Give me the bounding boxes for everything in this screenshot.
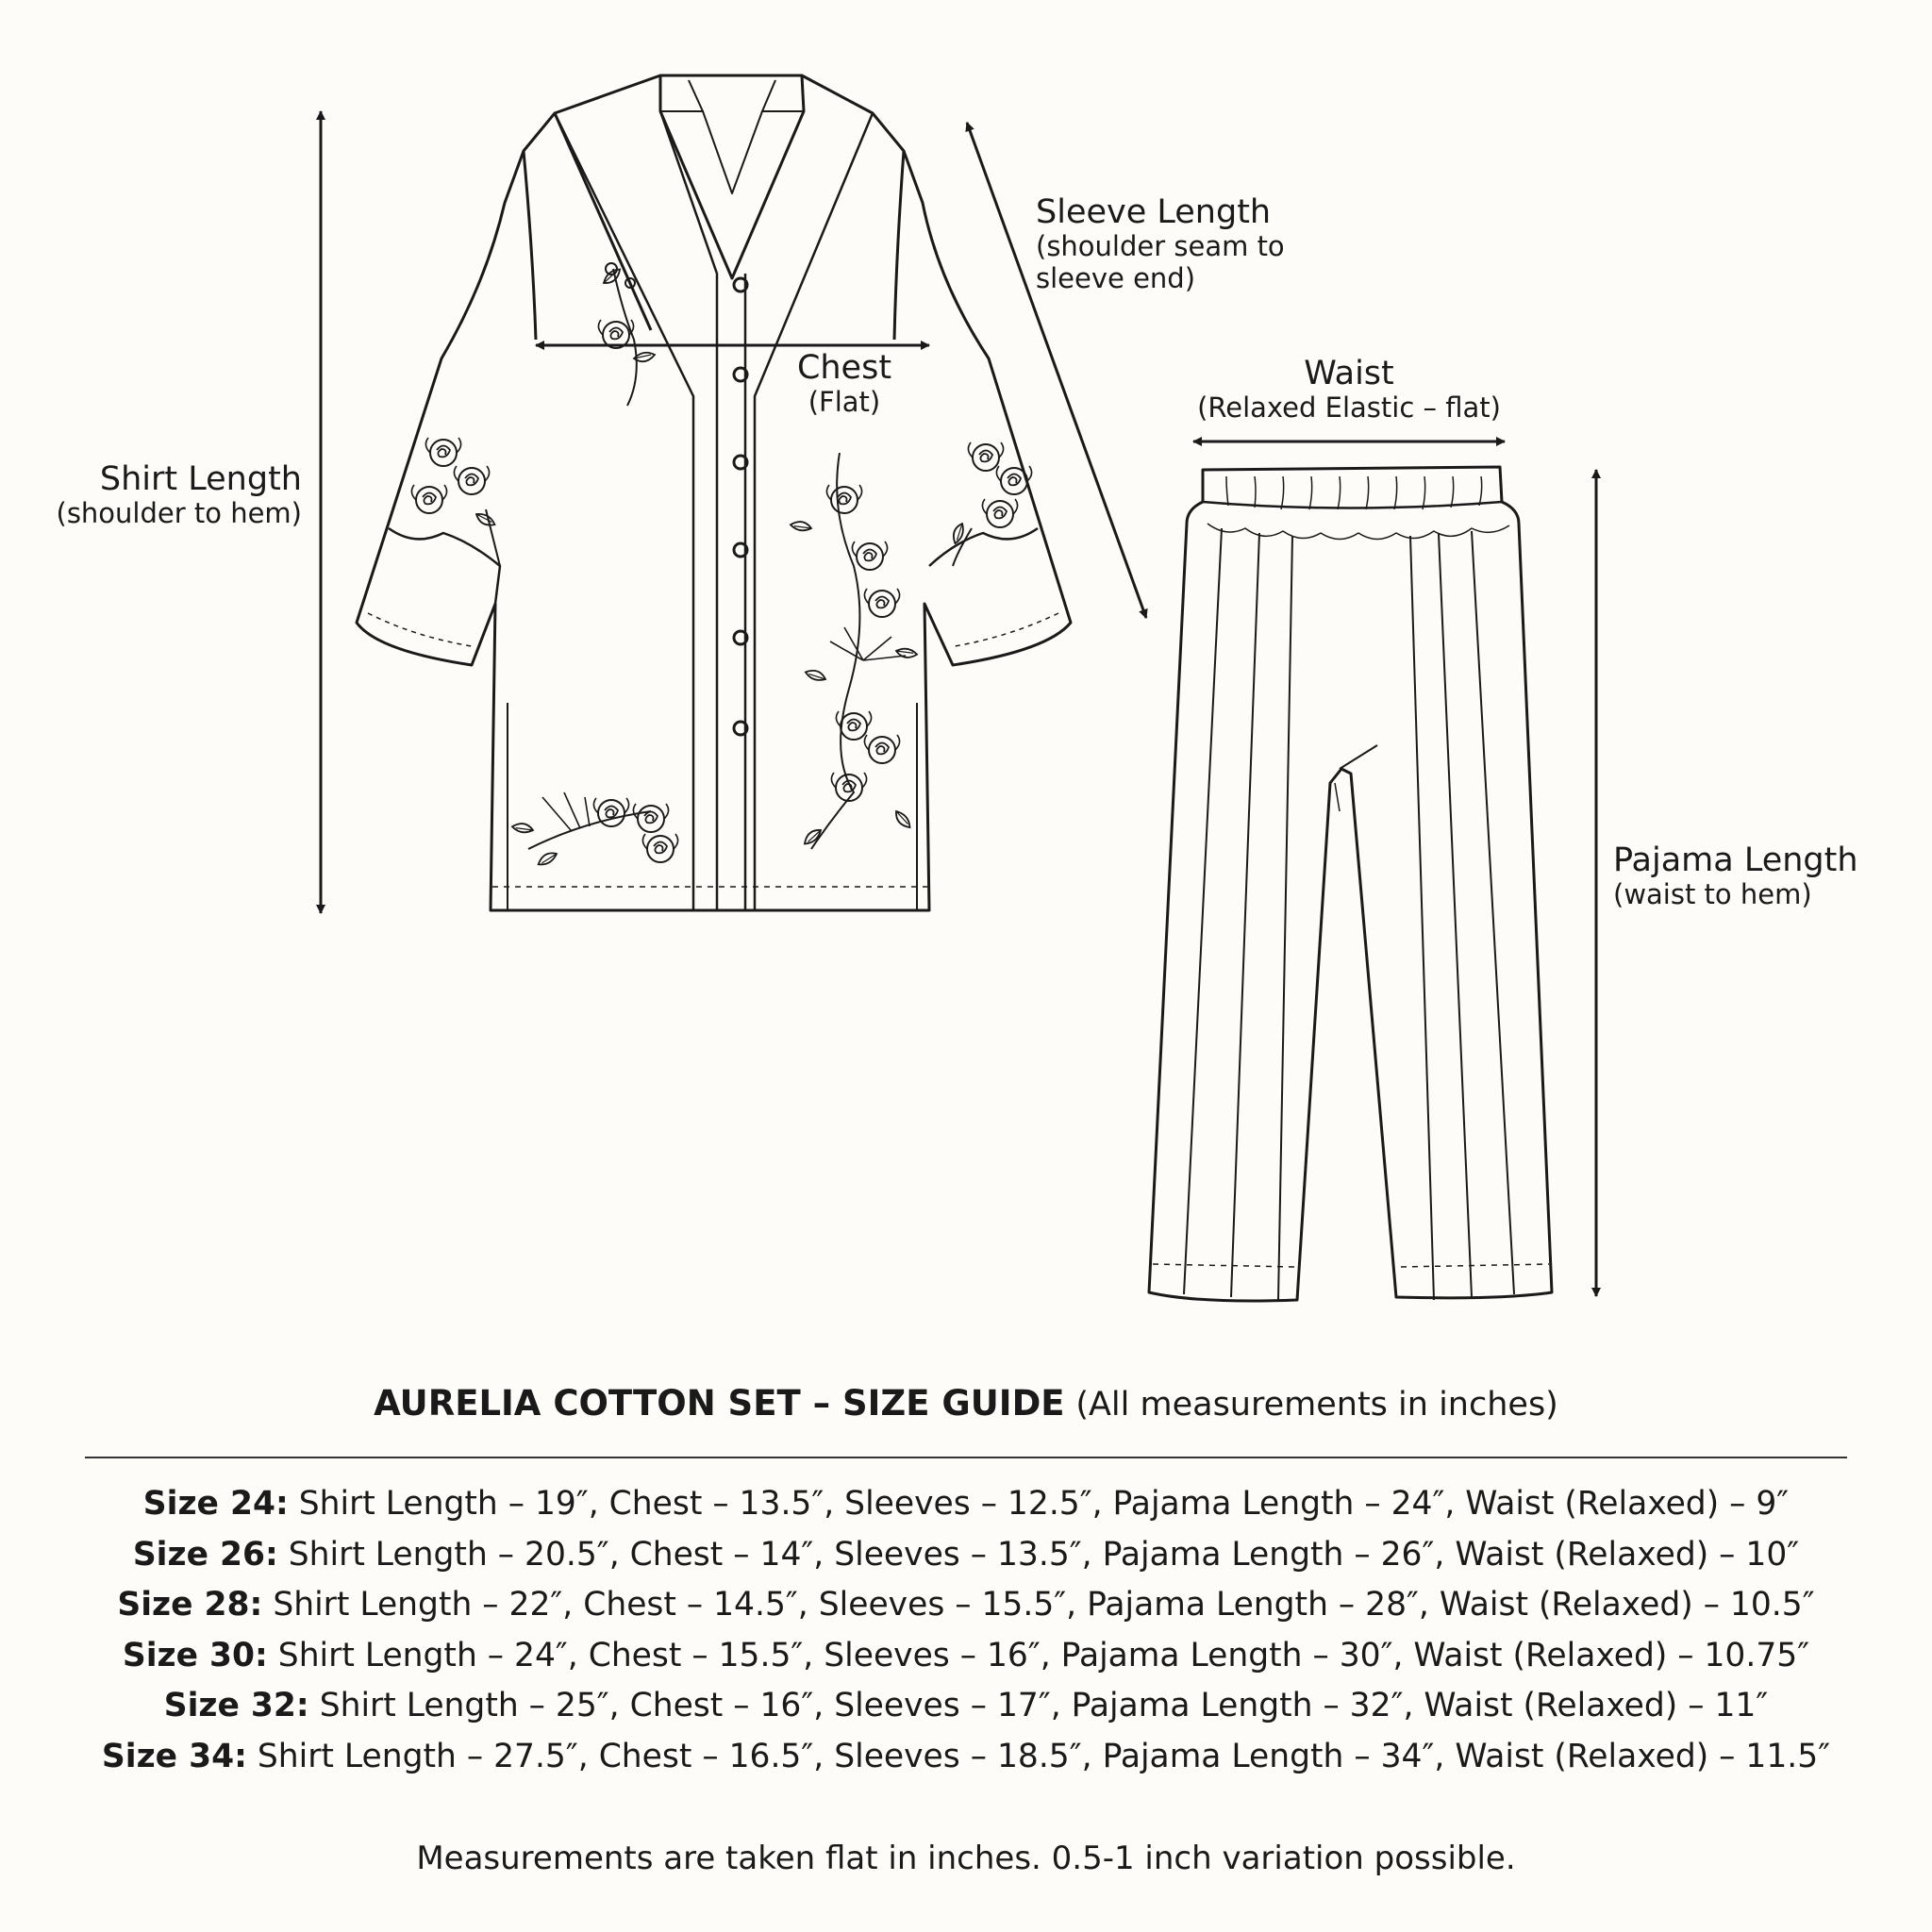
size-label: Size 30: — [122, 1636, 268, 1674]
size-row — [0, 1580, 1932, 1631]
size-list — [0, 1479, 1932, 1782]
size-label: Size 28: — [117, 1586, 263, 1624]
size-details: Shirt Length – 27.5″, Chest – 16.5″, Sleeves – 18.5″, Pajama Length – 34″, Waist (Relaxed) – 11.5″ — [257, 1737, 1831, 1775]
size-row — [0, 1681, 1932, 1732]
pajama-length-label — [1613, 841, 1906, 911]
size-details: Shirt Length – 20.5″, Chest – 14″, Sleeves – 13.5″, Pajama Length – 26″, Waist (Relaxed) – 10″ — [288, 1535, 1800, 1574]
size-label: Size 26: — [132, 1535, 278, 1574]
size-row — [0, 1530, 1932, 1581]
pajama-length-note: (waist to hem) — [1613, 878, 1812, 911]
shirt-length-note: (shoulder to hem) — [56, 497, 302, 530]
sleeve-length-title: Sleeve Length — [1036, 193, 1272, 231]
size-guide-unit-note: (All measurements in inches) — [1075, 1386, 1558, 1424]
size-label: Size 32: — [163, 1687, 309, 1724]
size-label: Size 24: — [142, 1485, 289, 1523]
sleeve-length-label — [1036, 193, 1347, 294]
waist-title: Waist — [1304, 355, 1394, 392]
chest-title: Chest — [796, 349, 892, 387]
size-details: Shirt Length – 19″, Chest – 13.5″, Sleeves – 12.5″, Pajama Length – 24″, Waist (Relaxed) – 9″ — [298, 1485, 1790, 1523]
chest-note: (Flat) — [808, 386, 881, 419]
size-details: Shirt Length – 24″, Chest – 15.5″, Sleeves – 16″, Pajama Length – 30″, Waist (Relaxed) – 10.75″ — [277, 1636, 1810, 1674]
waist-label — [1151, 355, 1547, 425]
sleeve-length-note-2: sleeve end) — [1036, 261, 1196, 294]
shirt-length-label — [0, 460, 302, 530]
size-label: Size 34: — [101, 1737, 247, 1775]
footer-note: Measurements are taken flat in inches. 0.5-1 inch variation possible. — [416, 1840, 1516, 1877]
size-guide-title — [0, 1383, 1932, 1424]
size-guide-heading: AURELIA COTTON SET – SIZE GUIDE — [374, 1383, 1065, 1424]
waist-note: (Relaxed Elastic – flat) — [1197, 391, 1501, 425]
size-details: Shirt Length – 25″, Chest – 16″, Sleeves – 17″, Pajama Length – 32″, Waist (Relaxed) – 11″ — [319, 1687, 1769, 1724]
divider — [85, 1457, 1847, 1458]
size-details: Shirt Length – 22″, Chest – 14.5″, Sleeves – 15.5″, Pajama Length – 28″, Waist (Relaxed) – 10.5″ — [273, 1586, 1815, 1624]
size-row — [0, 1631, 1932, 1682]
pajama-sketch — [1149, 467, 1552, 1301]
size-row — [0, 1479, 1932, 1530]
chest-label — [774, 349, 915, 419]
size-row — [0, 1732, 1932, 1783]
shirt-length-title: Shirt Length — [99, 460, 302, 498]
pajama-length-title: Pajama Length — [1613, 841, 1858, 879]
shirt-sketch — [357, 75, 1071, 910]
sleeve-length-note-1: (shoulder seam to — [1036, 230, 1285, 263]
